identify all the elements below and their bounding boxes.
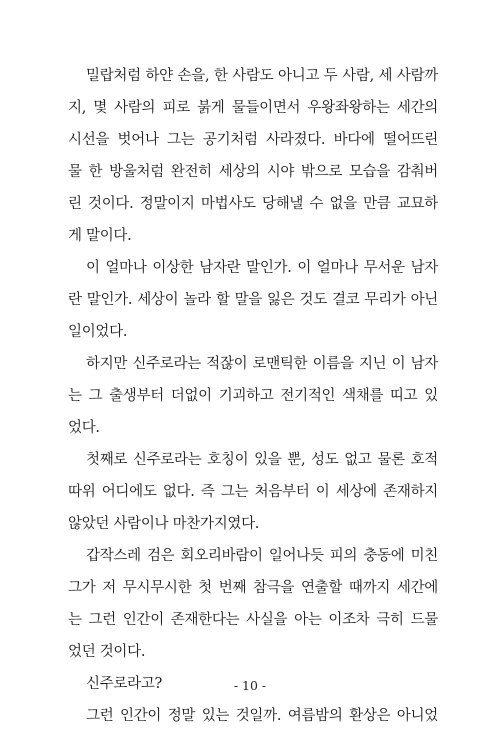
text-line: 하지만 신주로라는 적잖이 로맨틱한 이름을 지닌 이 남자 [86, 356, 438, 372]
text-line: 신주로라고? [86, 676, 163, 692]
text-line: 그가 저 무시무시한 첫 번째 참극을 연출할 때까지 세간에 [68, 580, 438, 596]
text-line: 갑작스레 검은 회오리바람이 일어나듯 피의 충동에 미친 [86, 548, 438, 564]
text-line: 일이었다. [68, 324, 128, 340]
text-line: 는 그 출생부터 더없이 기괴하고 전기적인 색채를 띠고 있 [68, 388, 438, 404]
text-line: 었던 것이다. [68, 644, 146, 660]
body-text [68, 60, 438, 732]
text-line: 었다. [68, 420, 100, 436]
text-line: 밀랍처럼 하얀 손을, 한 사람도 아니고 두 사람, 세 사람까 [86, 68, 438, 84]
text-line: 는 그런 인간이 존재한다는 사실을 아는 이조차 극히 드물 [68, 612, 438, 628]
text-line: 게 말이다. [68, 228, 132, 244]
text-line: 란 말인가. 세상이 놀라 할 말을 잃은 것도 결코 무리가 아닌 [68, 292, 438, 308]
text-line: 따위 어디에도 없다. 즉 그는 처음부터 이 세상에 존재하지 [68, 484, 438, 500]
text-line: 이 얼마나 이상한 남자란 말인가. 이 얼마나 무서운 남자 [86, 260, 438, 276]
text-line: 않았던 사람이나 마찬가지였다. [68, 516, 260, 532]
text-line: 시선을 벗어나 그는 공기처럼 사라졌다. 바다에 떨어뜨린 [68, 132, 438, 148]
page-number: - 10 - [233, 678, 267, 693]
text-line: 물 한 방울처럼 완전히 세상의 시야 밖으로 모습을 감춰버 [68, 164, 438, 180]
text-line: 린 것이다. 정말이지 마법사도 당해낼 수 없을 만큼 교묘하 [68, 196, 438, 212]
text-line: 첫째로 신주로라는 호칭이 있을 뿐, 성도 없고 물론 호적 [86, 452, 438, 468]
text-line: 그런 인간이 정말 있는 것일까. 여름밤의 환상은 아니었 [86, 708, 438, 724]
text-line: 지, 몇 사람의 피로 붉게 물들이면서 우왕좌왕하는 세간의 [68, 100, 438, 116]
